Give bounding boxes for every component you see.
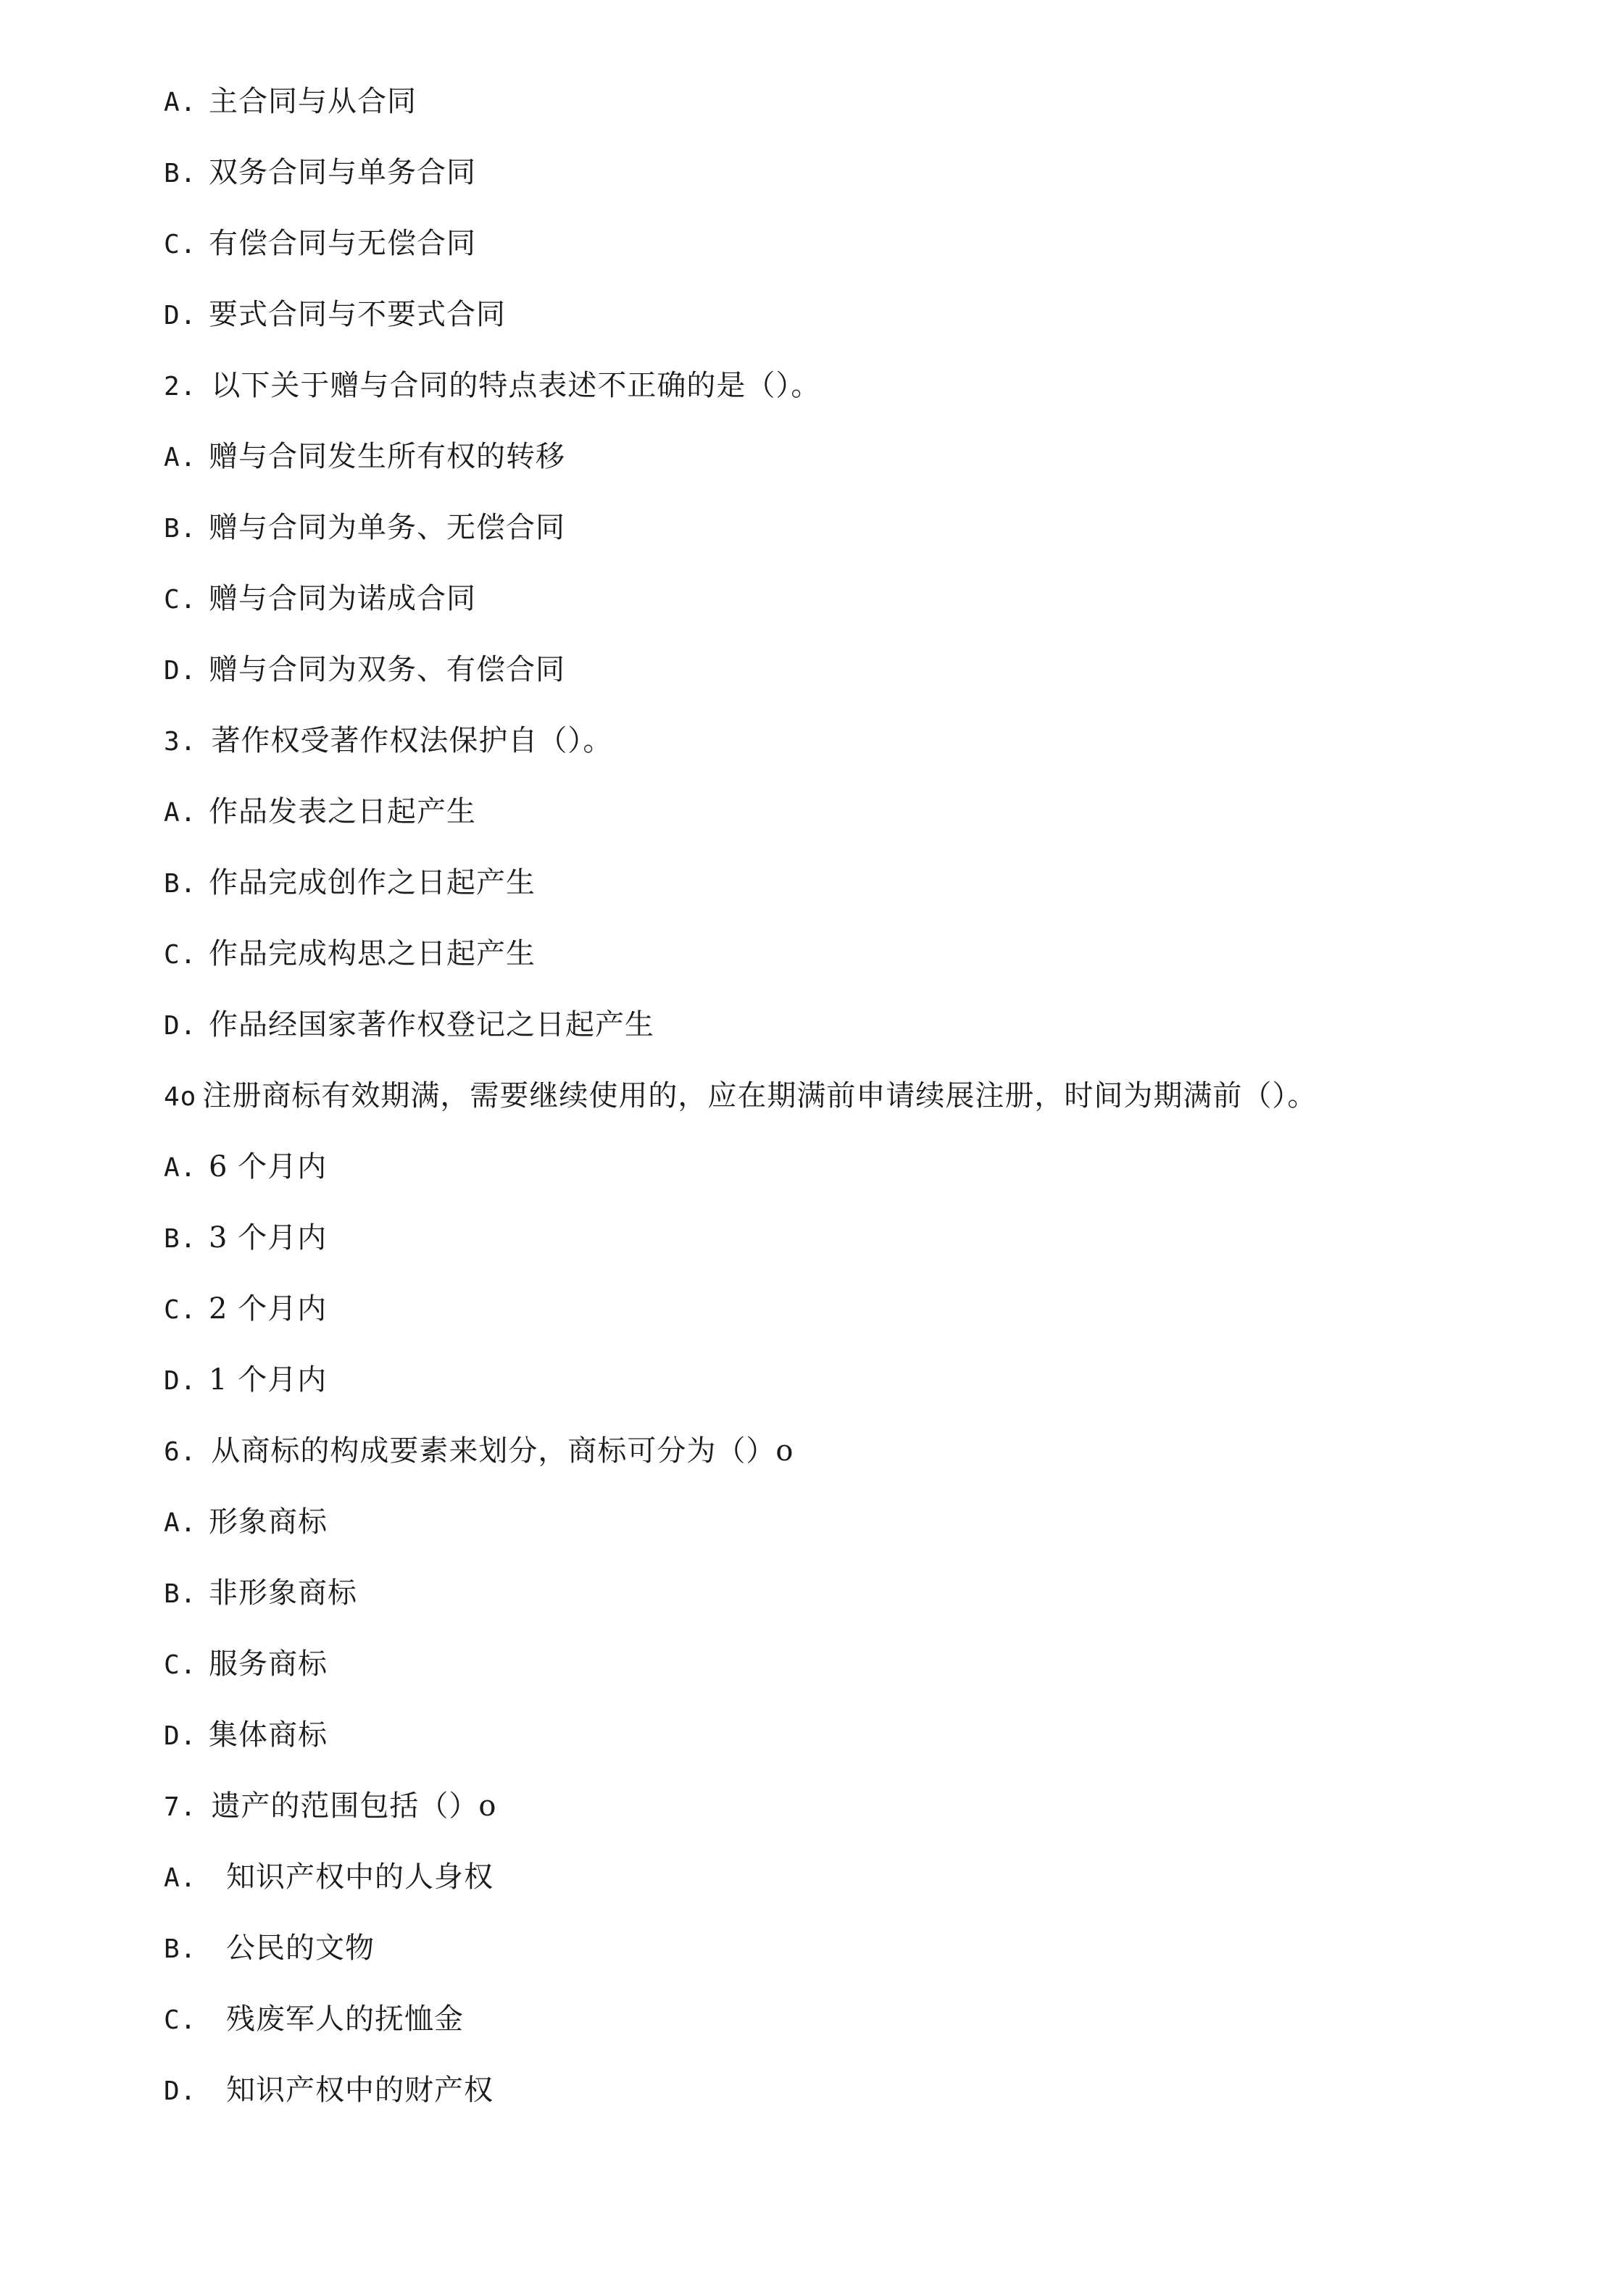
option-a: [164, 1855, 494, 1899]
option-d: [164, 293, 506, 336]
question-number: 2.: [164, 372, 197, 402]
option-text: 残废军人的抚恤金: [226, 2002, 464, 2036]
option-a: [164, 1500, 328, 1544]
question-stem: [164, 1784, 496, 1828]
option-letter: B.: [164, 1934, 197, 1964]
option-letter: A.: [164, 798, 197, 828]
option-b: [164, 861, 536, 904]
question-number: 6.: [164, 1437, 197, 1467]
question-text: 从商标的构成要素来划分，商标可分为（）o: [211, 1434, 794, 1468]
question-text: 遗产的范围包括（）o: [211, 1789, 497, 1823]
option-text: 作品完成创作之日起产生: [209, 866, 536, 899]
option-text: 非形象商标: [209, 1576, 357, 1610]
option-c: [164, 1997, 464, 2041]
option-letter: C.: [164, 2005, 197, 2035]
option-letter: D.: [164, 1721, 197, 1751]
question-stem: [164, 1074, 1317, 1118]
option-letter: B.: [164, 514, 197, 544]
option-text: 2 个月内: [209, 1292, 328, 1326]
option-text: 3 个月内: [209, 1221, 328, 1255]
option-text: 形象商标: [209, 1505, 328, 1539]
option-letter: D.: [164, 2076, 197, 2106]
question-text: 注册商标有效期满，需要继续使用的，应在期满前申请续展注册，时间为期满前（）。: [202, 1079, 1317, 1112]
option-letter: D.: [164, 656, 197, 686]
option-text: 作品完成构思之日起产生: [209, 937, 536, 970]
option-letter: B.: [164, 1579, 197, 1609]
option-letter: A.: [164, 1863, 197, 1893]
option-text: 要式合同与不要式合同: [209, 298, 506, 331]
option-a: [164, 1145, 327, 1189]
option-text: 作品经国家著作权登记之日起产生: [209, 1008, 654, 1041]
option-letter: D.: [164, 1011, 197, 1041]
option-c: [164, 577, 476, 620]
option-d: [164, 1003, 654, 1047]
option-text: 赠与合同为双务、有偿合同: [209, 653, 565, 686]
option-text: 知识产权中的财产权: [226, 2074, 494, 2107]
option-letter: C.: [164, 585, 197, 615]
option-letter: A.: [164, 443, 197, 473]
option-text: 1 个月内: [209, 1363, 328, 1397]
option-text: 赠与合同发生所有权的转移: [209, 440, 565, 473]
option-letter: B.: [164, 159, 197, 188]
option-text: 赠与合同为单务、无偿合同: [209, 511, 565, 544]
question-stem: [164, 719, 612, 762]
option-c: [164, 222, 476, 265]
option-letter: C.: [164, 230, 197, 259]
option-letter: A.: [164, 88, 197, 117]
question-stem: [164, 364, 820, 407]
option-letter: D.: [164, 1366, 197, 1396]
option-letter: D.: [164, 301, 197, 330]
option-letter: C.: [164, 940, 197, 970]
question-number: 3.: [164, 727, 197, 757]
option-letter: A.: [164, 1508, 197, 1538]
option-letter: A.: [164, 1153, 197, 1183]
option-text: 作品发表之日起产生: [209, 795, 476, 828]
question-text: 著作权受著作权法保护自（）。: [211, 724, 613, 757]
option-letter: B.: [164, 1224, 197, 1254]
option-a: [164, 435, 565, 478]
option-b: [164, 1571, 357, 1615]
option-d: [164, 1713, 328, 1757]
option-b: [164, 151, 476, 194]
question-text: 以下关于赠与合同的特点表述不正确的是（）。: [211, 369, 821, 402]
option-a: [164, 80, 417, 123]
option-text: 赠与合同为诺成合同: [209, 582, 476, 615]
option-letter: B.: [164, 869, 197, 899]
question-number: 7.: [164, 1792, 197, 1822]
option-letter: C.: [164, 1295, 197, 1325]
option-text: 公民的文物: [226, 1931, 375, 1965]
option-b: [164, 506, 565, 549]
option-letter: C.: [164, 1650, 197, 1680]
option-text: 服务商标: [209, 1647, 328, 1681]
option-text: 主合同与从合同: [209, 85, 417, 118]
option-c: [164, 932, 536, 976]
option-text: 双务合同与单务合同: [209, 156, 476, 189]
option-b: [164, 1926, 375, 1970]
option-a: [164, 790, 476, 833]
option-text: 6 个月内: [209, 1150, 328, 1184]
option-d: [164, 1358, 327, 1402]
question-stem: [164, 1429, 794, 1473]
option-b: [164, 1216, 327, 1260]
option-c: [164, 1287, 327, 1331]
option-d: [164, 2068, 494, 2112]
option-text: 集体商标: [209, 1718, 328, 1752]
option-text: 有偿合同与无偿合同: [209, 227, 476, 260]
option-text: 知识产权中的人身权: [226, 1860, 494, 1894]
option-c: [164, 1642, 328, 1686]
option-d: [164, 648, 565, 691]
question-number: 4o: [164, 1082, 197, 1112]
